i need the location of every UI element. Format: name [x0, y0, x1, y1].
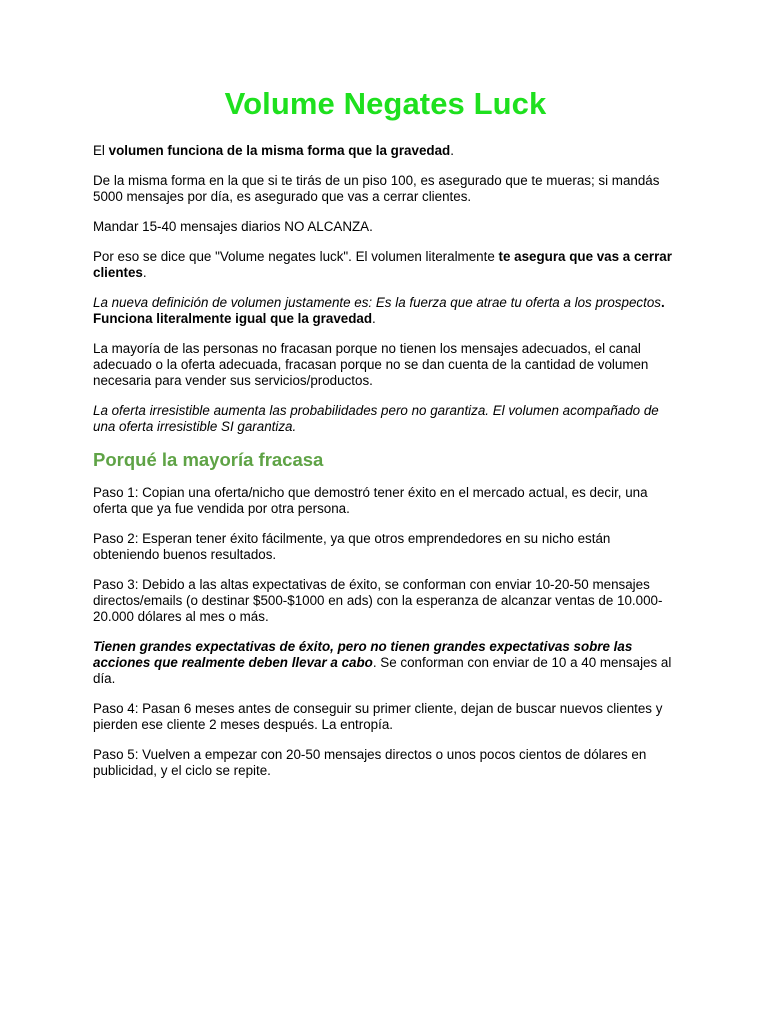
intro-paragraph-4: [93, 249, 678, 281]
intro-p4-text: Por eso se dice que "Volume negates luck". El volumen literalmente: [93, 249, 499, 264]
intro-paragraph-1: [93, 143, 678, 159]
intro-paragraph-7: La oferta irresistible aumenta las probabilidades pero no garantiza. El volumen acompañado de una oferta irresistible SI garantiza.: [93, 403, 659, 434]
intro-p5-italic: La nueva definición de volumen justamente es: Es la fuerza que atrae tu oferta a los prospectos: [93, 295, 661, 310]
paso-3-paragraph: Paso 3: Debido a las altas expectativas de éxito, se conforman con enviar 10-20-50 mensajes directos/emails (o destinar $500-$1000 en ads) con la esperanza de alcanzar ventas de 10.000-20.000 dólares al mes o más.: [93, 577, 663, 624]
page-title: Volume Negates Luck: [224, 86, 547, 121]
intro-p1-text: El: [93, 143, 109, 158]
intro-paragraph-5: [93, 295, 678, 327]
intro-p5-bold: . Funciona literalmente igual que la gravedad: [93, 295, 665, 326]
intro-p4-bold: te asegura que vas a cerrar clientes: [93, 249, 672, 280]
intro-p1-end: .: [450, 143, 454, 158]
paso-4-paragraph: Paso 4: Pasan 6 meses antes de conseguir su primer cliente, dejan de buscar nuevos clientes y pierden ese cliente 2 meses después. La entropía.: [93, 701, 663, 732]
intro-p1-bold: volumen funciona de la misma forma que la gravedad: [108, 143, 451, 158]
expectations-note-text: . Se conforman con enviar de 10 a 40 mensajes al día.: [93, 655, 672, 686]
expectations-note-bold-italic: Tienen grandes expectativas de éxito, pero no tienen grandes expectativas sobre las acciones que realmente deben llevar a cabo: [93, 639, 633, 670]
intro-p5-end: .: [372, 311, 376, 326]
intro-paragraph-2: De la misma forma en la que si te tirás de un piso 100, es asegurado que te mueras; si mandás 5000 mensajes por día, es asegurado que vas a cerrar clientes.: [93, 173, 660, 204]
intro-paragraph-6: La mayoría de las personas no fracasan porque no tienen los mensajes adecuados, el canal adecuado o la oferta adecuada, fracasan porque no se dan cuenta de la cantidad de volumen necesaria para vender sus servicios/productos.: [93, 341, 649, 388]
intro-p4-end: .: [142, 265, 147, 280]
expectations-note-paragraph: [93, 639, 678, 687]
paso-2-paragraph: Paso 2: Esperan tener éxito fácilmente, ya que otros emprendedores en su nicho están obteniendo buenos resultados.: [93, 531, 611, 562]
intro-paragraph-3: Mandar 15-40 mensajes diarios NO ALCANZA.: [93, 219, 373, 234]
section-heading: Porqué la mayoría fracasa: [93, 449, 324, 470]
paso-1-paragraph: Paso 1: Copian una oferta/nicho que demostró tener éxito en el mercado actual, es decir, una oferta que ya fue vendida por otra persona.: [93, 485, 648, 516]
paso-5-paragraph: Paso 5: Vuelven a empezar con 20-50 mensajes directos o unos pocos cientos de dólares en publicidad, y el ciclo se repite.: [93, 747, 647, 778]
